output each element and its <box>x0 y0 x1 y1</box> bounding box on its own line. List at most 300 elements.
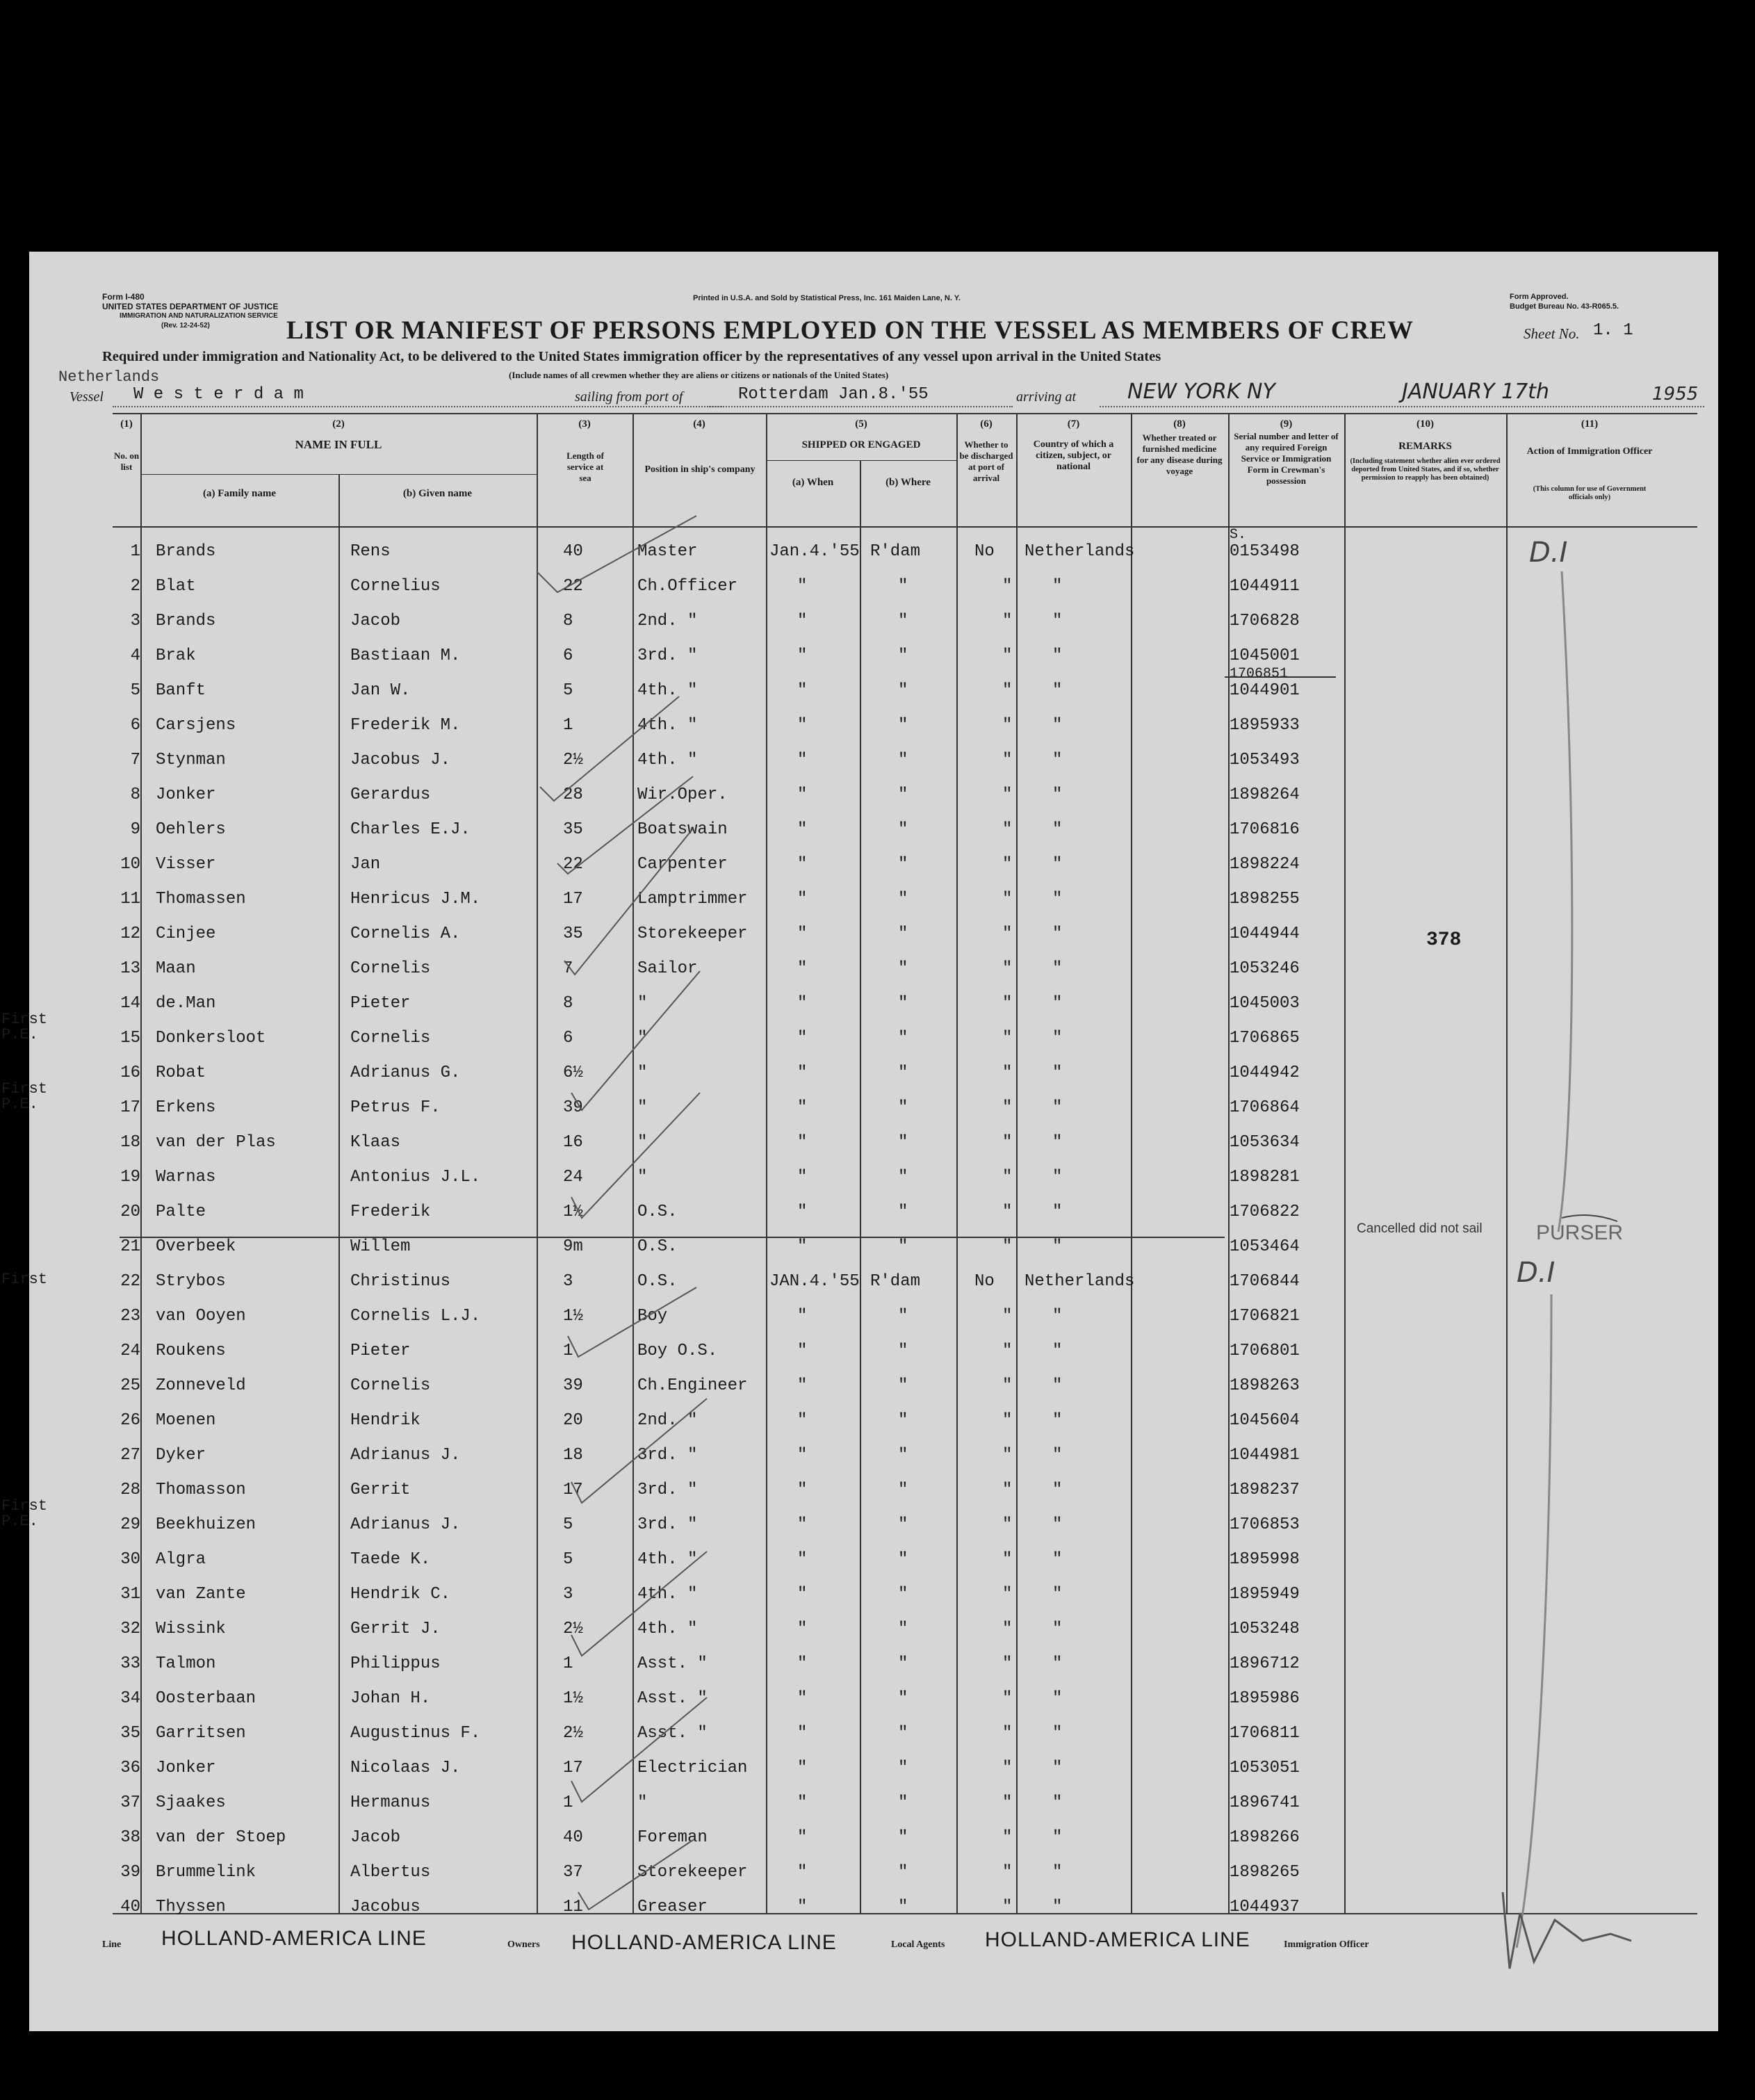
serial-number: 1053246 <box>1230 959 1300 978</box>
serial-number: 1045003 <box>1230 994 1300 1013</box>
engaged-when: " <box>797 577 808 596</box>
first-pe-note: First P.E. <box>1 1497 48 1530</box>
family-name: de.Man <box>156 994 216 1013</box>
service-length: 1½ <box>563 1689 583 1708</box>
discharge: " <box>1002 1446 1013 1465</box>
family-name: Carsjens <box>156 716 236 735</box>
row-number: 26 <box>120 1411 140 1430</box>
position: " <box>637 1064 648 1082</box>
col11-subheader: (This column for use of Government officials only) <box>1533 485 1647 501</box>
position: Boy O.S. <box>637 1342 718 1360</box>
row-number: 8 <box>130 786 140 804</box>
position: 4th. " <box>637 1585 698 1604</box>
position: " <box>637 1793 648 1812</box>
given-name: Gerrit J. <box>350 1620 441 1638</box>
given-name: Taede K. <box>350 1550 431 1569</box>
serial-number: 1053493 <box>1230 751 1300 770</box>
serial-number: 0153498 <box>1230 542 1300 561</box>
given-name: Antonius J.L. <box>350 1168 481 1187</box>
discharge: " <box>1002 855 1013 874</box>
engaged-where: " <box>898 994 908 1013</box>
engaged-where: " <box>898 1237 908 1256</box>
discharge: " <box>1002 1411 1013 1430</box>
row-number: 36 <box>120 1759 140 1777</box>
engaged-when: " <box>797 1342 808 1360</box>
engaged-where: " <box>898 1064 908 1082</box>
given-name: Jan W. <box>350 681 411 700</box>
col3-num: (3) <box>578 418 591 430</box>
service-length: 20 <box>563 1411 583 1430</box>
position: Electrician <box>637 1759 748 1777</box>
serial-prefix: 1706851 <box>1230 666 1289 682</box>
discharge: " <box>1002 1550 1013 1569</box>
engaged-when: " <box>797 994 808 1013</box>
country: " <box>1052 1446 1063 1465</box>
family-name: Warnas <box>156 1168 216 1187</box>
engaged-where: " <box>898 1411 908 1430</box>
given-name: Augustinus F. <box>350 1724 481 1743</box>
family-name: Erkens <box>156 1098 216 1117</box>
engaged-where: " <box>898 959 908 978</box>
first-pe-note: First <box>1 1271 48 1288</box>
position: Boatswain <box>637 820 728 839</box>
engaged-where: R'dam <box>870 542 921 561</box>
discharge: " <box>1002 1898 1013 1916</box>
row-number: 16 <box>120 1064 140 1082</box>
family-name: van der Stoep <box>156 1828 286 1847</box>
engaged-where: " <box>898 716 908 735</box>
discharge: No <box>974 542 995 561</box>
family-name: Maan <box>156 959 196 978</box>
required-statement: Required under immigration and Nationality Act, to be delivered to the United States immigration officer by the representatives of any vessel upon arrival in the United States <box>102 349 1161 364</box>
service-length: 39 <box>563 1098 583 1117</box>
given-name: Gerrit <box>350 1481 411 1499</box>
discharge: " <box>1002 925 1013 943</box>
col5-num: (5) <box>855 418 867 430</box>
row-number: 32 <box>120 1620 140 1638</box>
engaged-when: " <box>797 1376 808 1395</box>
position: 3rd. " <box>637 1446 698 1465</box>
engaged-when: " <box>797 1724 808 1743</box>
country: " <box>1052 612 1063 630</box>
col2-header: NAME IN FULL <box>295 438 382 451</box>
serial-number: 1044981 <box>1230 1446 1300 1465</box>
engaged-when: " <box>797 1515 808 1534</box>
form-approved: Form Approved. <box>1510 293 1569 301</box>
engaged-when: " <box>797 1793 808 1812</box>
family-name: Donkersloot <box>156 1029 266 1048</box>
arrival-date: JANUARY 17th <box>1402 380 1549 404</box>
position: " <box>637 1098 648 1117</box>
row-number: 30 <box>120 1550 140 1569</box>
engaged-where: " <box>898 1481 908 1499</box>
position: " <box>637 1133 648 1152</box>
family-name: Wissink <box>156 1620 226 1638</box>
engaged-when: " <box>797 1237 808 1256</box>
vessel-name: W e s t e r d a m <box>133 385 304 404</box>
given-name: Adrianus J. <box>350 1515 461 1534</box>
given-name: Hermanus <box>350 1793 431 1812</box>
given-name: Willem <box>350 1237 411 1256</box>
position: Asst. " <box>637 1724 708 1743</box>
engaged-where: " <box>898 1168 908 1187</box>
serial-number: 1896712 <box>1230 1654 1300 1673</box>
service-length: 6 <box>563 646 573 665</box>
form-number: Form I-480 <box>102 292 145 302</box>
family-name: Brak <box>156 646 196 665</box>
engaged-where: " <box>898 1342 908 1360</box>
col1-header: No. on list <box>113 450 140 472</box>
engaged-where: " <box>898 1307 908 1326</box>
discharge: " <box>1002 646 1013 665</box>
engaged-where: " <box>898 1759 908 1777</box>
service-length: 5 <box>563 681 573 700</box>
given-name: Frederik M. <box>350 716 461 735</box>
discharge: " <box>1002 1133 1013 1152</box>
col6-header: Whether to be discharged at port of arrival <box>959 439 1013 483</box>
engaged-where: " <box>898 577 908 596</box>
discharge: " <box>1002 1168 1013 1187</box>
department: UNITED STATES DEPARTMENT OF JUSTICE <box>102 302 279 311</box>
country: " <box>1052 751 1063 770</box>
serial-number: 1898264 <box>1230 786 1300 804</box>
budget-bureau: Budget Bureau No. 43-R065.5. <box>1510 302 1619 311</box>
engaged-when: " <box>797 1898 808 1916</box>
engaged-where: " <box>898 1203 908 1221</box>
country: " <box>1052 681 1063 700</box>
engaged-when: " <box>797 1828 808 1847</box>
country: " <box>1052 1376 1063 1395</box>
serial-prefix: S. <box>1230 527 1247 543</box>
family-name: van Ooyen <box>156 1307 246 1326</box>
purser-stamp: PURSER <box>1536 1221 1624 1244</box>
action-di-1: D.I <box>1529 537 1568 569</box>
country: " <box>1052 1481 1063 1499</box>
service-length: 5 <box>563 1515 573 1534</box>
col8-num: (8) <box>1173 418 1186 430</box>
row-number: 27 <box>120 1446 140 1465</box>
service-length: 22 <box>563 855 583 874</box>
country: " <box>1052 1098 1063 1117</box>
engaged-when: " <box>797 1411 808 1430</box>
discharge: " <box>1002 1029 1013 1048</box>
service-length: 2½ <box>563 1724 583 1743</box>
discharge: " <box>1002 612 1013 630</box>
family-name: Banft <box>156 681 206 700</box>
engaged-when: " <box>797 1654 808 1673</box>
discharge: " <box>1002 1237 1013 1256</box>
family-name: van Zante <box>156 1585 246 1604</box>
engaged-when: " <box>797 1585 808 1604</box>
discharge: " <box>1002 577 1013 596</box>
sheet-label: Sheet No. <box>1524 325 1580 342</box>
discharge: " <box>1002 1203 1013 1221</box>
serial-number: 1895998 <box>1230 1550 1300 1569</box>
service-length: 24 <box>563 1168 583 1187</box>
row-number: 5 <box>130 681 140 700</box>
engaged-when: " <box>797 1863 808 1882</box>
country: " <box>1052 577 1063 596</box>
country: " <box>1052 1029 1063 1048</box>
row-number: 12 <box>120 925 140 943</box>
engaged-where: " <box>898 1828 908 1847</box>
country: " <box>1052 1203 1063 1221</box>
country: " <box>1052 1654 1063 1673</box>
country: " <box>1052 1759 1063 1777</box>
given-name: Cornelis A. <box>350 925 461 943</box>
engaged-when: " <box>797 646 808 665</box>
discharge: " <box>1002 1064 1013 1082</box>
col2-num: (2) <box>332 418 345 430</box>
row-number: 11 <box>120 890 140 909</box>
given-name: Adrianus G. <box>350 1064 461 1082</box>
row-number: 24 <box>120 1342 140 1360</box>
discharge: " <box>1002 681 1013 700</box>
service-length: 2½ <box>563 1620 583 1638</box>
given-name: Charles E.J. <box>350 820 471 839</box>
engaged-when: " <box>797 612 808 630</box>
engaged-where: " <box>898 1376 908 1395</box>
country: " <box>1052 959 1063 978</box>
service-length: 1 <box>563 716 573 735</box>
engaged-when: " <box>797 1689 808 1708</box>
col9-header: Serial number and letter of any required Foreign Service or Immigration Form in Crewman's possession <box>1234 431 1339 486</box>
family-name: van der Plas <box>156 1133 276 1152</box>
row-number: 17 <box>120 1098 140 1117</box>
serial-number: 1706811 <box>1230 1724 1300 1743</box>
action-di-22: D.I <box>1517 1257 1556 1289</box>
country: " <box>1052 1863 1063 1882</box>
row-number: 37 <box>120 1793 140 1812</box>
arrival-year: 1955 <box>1652 384 1699 405</box>
line-value: HOLLAND-AMERICA LINE <box>161 1927 427 1950</box>
service-length: 35 <box>563 925 583 943</box>
discharge: " <box>1002 1307 1013 1326</box>
discharge: " <box>1002 1515 1013 1534</box>
family-name: Jonker <box>156 786 216 804</box>
country: " <box>1052 1793 1063 1812</box>
row-number: 39 <box>120 1863 140 1882</box>
engaged-where: " <box>898 1898 908 1916</box>
row-number: 33 <box>120 1654 140 1673</box>
serial-number: 1896741 <box>1230 1793 1300 1812</box>
position: Sailor <box>637 959 698 978</box>
family-name: Cinjee <box>156 925 216 943</box>
given-name: Adrianus J. <box>350 1446 461 1465</box>
family-name: Overbeek <box>156 1237 236 1256</box>
engaged-when: " <box>797 716 808 735</box>
serial-number: 1895986 <box>1230 1689 1300 1708</box>
service-length: 17 <box>563 1759 583 1777</box>
col5a-header: (a) When <box>792 477 834 488</box>
family-name: Oehlers <box>156 820 226 839</box>
engaged-where: " <box>898 1133 908 1152</box>
service-length: 16 <box>563 1133 583 1152</box>
serial-number: 1706844 <box>1230 1272 1300 1291</box>
country: " <box>1052 1307 1063 1326</box>
position: 4th. " <box>637 1550 698 1569</box>
sailing-port-date: Rotterdam Jan.8.'55 <box>738 385 929 404</box>
position: 3rd. " <box>637 1515 698 1534</box>
discharge: " <box>1002 994 1013 1013</box>
col2b-header: (b) Given name <box>402 488 473 499</box>
engaged-where: " <box>898 1515 908 1534</box>
position: Wir.Oper. <box>637 786 728 804</box>
vessel-label: Vessel <box>70 389 104 405</box>
engaged-where: " <box>898 1689 908 1708</box>
family-name: Sjaakes <box>156 1793 226 1812</box>
position: Lamptrimmer <box>637 890 748 909</box>
country: Netherlands <box>1025 542 1135 561</box>
country: " <box>1052 820 1063 839</box>
service-length: 40 <box>563 542 583 561</box>
service-length: 17 <box>563 890 583 909</box>
position: 4th. " <box>637 716 698 735</box>
serial-number: 1044937 <box>1230 1898 1300 1916</box>
engaged-when: " <box>797 1759 808 1777</box>
manifest-title: LIST OR MANIFEST OF PERSONS EMPLOYED ON THE VESSEL AS MEMBERS OF CREW <box>286 316 1414 345</box>
engaged-where: R'dam <box>870 1272 921 1291</box>
engaged-when: " <box>797 1029 808 1048</box>
row-number: 19 <box>120 1168 140 1187</box>
engaged-where: " <box>898 1446 908 1465</box>
engaged-where: " <box>898 1098 908 1117</box>
country: " <box>1052 1585 1063 1604</box>
given-name: Jan <box>350 855 381 874</box>
service-length: 9m <box>563 1237 583 1256</box>
service-length: 17 <box>563 1481 583 1499</box>
country: " <box>1052 1342 1063 1360</box>
given-name: Jacob <box>350 1828 401 1847</box>
discharge: " <box>1002 786 1013 804</box>
serial-number: 1898224 <box>1230 855 1300 874</box>
given-name: Frederik <box>350 1203 431 1221</box>
service-length: 2½ <box>563 751 583 770</box>
row-number: 23 <box>120 1307 140 1326</box>
service-length: 7 <box>563 959 573 978</box>
agents-label: Local Agents <box>891 1939 945 1950</box>
serial-number: 1706828 <box>1230 612 1300 630</box>
serial-number: 1044942 <box>1230 1064 1300 1082</box>
sailing-label: sailing from port of <box>575 389 683 405</box>
country: " <box>1052 1064 1063 1082</box>
engaged-when: " <box>797 959 808 978</box>
engaged-when: " <box>797 1168 808 1187</box>
discharge: " <box>1002 1863 1013 1882</box>
col1-num: (1) <box>120 418 133 430</box>
family-name: Robat <box>156 1064 206 1082</box>
given-name: Rens <box>350 542 391 561</box>
serial-number: 1898265 <box>1230 1863 1300 1882</box>
given-name: Cornelis <box>350 1029 431 1048</box>
position: 2nd. " <box>637 1411 698 1430</box>
col8-header: Whether treated or furnished medicine for any disease during voyage <box>1136 432 1223 476</box>
serial-number: 1706853 <box>1230 1515 1300 1534</box>
given-name: Gerardus <box>350 786 431 804</box>
given-name: Henricus J.M. <box>350 890 481 909</box>
serial-number: 1706816 <box>1230 820 1300 839</box>
country: " <box>1052 786 1063 804</box>
col5b-header: (b) Where <box>885 477 931 488</box>
family-name: Brummelink <box>156 1863 256 1882</box>
family-name: Dyker <box>156 1446 206 1465</box>
remark-cancelled: Cancelled did not sail <box>1357 1221 1483 1236</box>
family-name: Zonneveld <box>156 1376 246 1395</box>
row-number: 14 <box>120 994 140 1013</box>
position: 3rd. " <box>637 1481 698 1499</box>
flag-country: Netherlands <box>58 368 160 386</box>
position: Storekeeper <box>637 925 748 943</box>
country: " <box>1052 1689 1063 1708</box>
given-name: Bastiaan M. <box>350 646 461 665</box>
discharge: " <box>1002 1828 1013 1847</box>
engaged-when: " <box>797 1446 808 1465</box>
family-name: Palte <box>156 1203 206 1221</box>
engaged-where: " <box>898 1585 908 1604</box>
country: " <box>1052 1411 1063 1430</box>
officer-label: Immigration Officer <box>1284 1939 1369 1950</box>
given-name: Johan H. <box>350 1689 431 1708</box>
discharge: No <box>974 1272 995 1291</box>
engaged-where: " <box>898 751 908 770</box>
given-name: Christinus <box>350 1272 451 1291</box>
family-name: Strybos <box>156 1272 226 1291</box>
discharge: " <box>1002 959 1013 978</box>
service-length: 3 <box>563 1272 573 1291</box>
service-length: 18 <box>563 1446 583 1465</box>
country: " <box>1052 1550 1063 1569</box>
given-name: Cornelius <box>350 577 441 596</box>
row-number: 25 <box>120 1376 140 1395</box>
country: " <box>1052 1620 1063 1638</box>
col7-header: Country of which a citizen, subject, or national <box>1033 439 1114 472</box>
position: 4th. " <box>637 751 698 770</box>
discharge: " <box>1002 1585 1013 1604</box>
arriving-label: arriving at <box>1016 389 1077 405</box>
service-length: 40 <box>563 1828 583 1847</box>
position: Asst. " <box>637 1654 708 1673</box>
engaged-when: " <box>797 1133 808 1152</box>
row-number: 7 <box>130 751 140 770</box>
country: " <box>1052 1828 1063 1847</box>
serial-number: 1706864 <box>1230 1098 1300 1117</box>
service-length: 11 <box>563 1898 583 1916</box>
discharge: " <box>1002 716 1013 735</box>
include-statement: (Include names of all crewmen whether they are aliens or citizens or nationals of the United States) <box>509 370 889 380</box>
service-length: 3 <box>563 1585 573 1604</box>
engaged-where: " <box>898 820 908 839</box>
col2a-header: (a) Family name <box>203 488 276 499</box>
line-label: Line <box>102 1939 122 1950</box>
service-length: 28 <box>563 786 583 804</box>
engaged-when: " <box>797 925 808 943</box>
serial-number: 1706821 <box>1230 1307 1300 1326</box>
engaged-where: " <box>898 1654 908 1673</box>
position: 3rd. " <box>637 646 698 665</box>
position: Storekeeper <box>637 1863 748 1882</box>
engaged-when: " <box>797 855 808 874</box>
row-number: 20 <box>120 1203 140 1221</box>
engaged-where: " <box>898 646 908 665</box>
row-number: 29 <box>120 1515 140 1534</box>
discharge: " <box>1002 1481 1013 1499</box>
discharge: " <box>1002 1342 1013 1360</box>
country: " <box>1052 855 1063 874</box>
row-number: 1 <box>130 542 140 561</box>
position: Boy <box>637 1307 668 1326</box>
family-name: Stynman <box>156 751 226 770</box>
engaged-when: Jan.4.'55 <box>769 542 860 561</box>
